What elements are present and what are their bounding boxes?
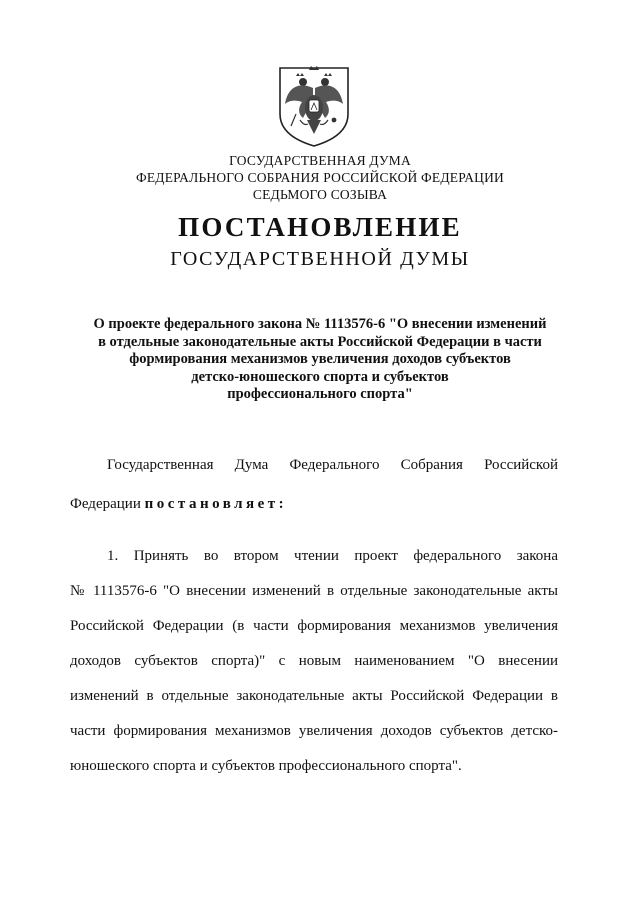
clause-line: изменений в отдельные законодательные акты Российской Федерации в — [70, 688, 558, 704]
preamble-start: Федерации — [70, 496, 141, 512]
subject-line: профессионального спорта" — [227, 386, 413, 402]
chamber-name: ГОСУДАРСТВЕННАЯ ДУМА — [229, 153, 411, 168]
decree-word: постановляет: — [144, 496, 288, 512]
clause-line: № 1113576-6 "О внесении изменений в отдельные законодательные акты — [70, 583, 558, 599]
convocation: СЕДЬМОГО СОЗЫВА — [252, 187, 388, 202]
document-subject — [60, 316, 580, 404]
subject-line: детско-юношеского спорта и субъектов — [191, 368, 449, 385]
clause-line: части формирования механизмов увеличения доходов субъектов детско- — [70, 723, 558, 739]
subject-line: в отдельные законодательные акты Российской Федерации в части — [98, 333, 542, 350]
clause-line: Российской Федерации (в части формирования механизмов увеличения — [70, 618, 558, 634]
subject-line: формирования механизмов увеличения доходов субъектов — [129, 351, 511, 367]
clause-line: юношеского спорта и субъектов профессионального спорта". — [70, 758, 462, 774]
clause-line: доходов субъектов спорта)" с новым наименованием "О внесении — [70, 653, 558, 669]
preamble-line: Государственная Дума Федерального Собрания Российской — [107, 457, 558, 473]
subject-line: О проекте федерального закона № 1113576-6 "О внесении изменений — [93, 316, 547, 332]
parliament-name: ФЕДЕРАЛЬНОГО СОБРАНИЯ РОССИЙСКОЙ ФЕДЕРАЦИИ — [136, 170, 504, 185]
preamble-line — [70, 495, 558, 513]
clause-line: 1. Принять во втором чтении проект федерального закона — [107, 548, 558, 564]
document-subtitle: ГОСУДАРСТВЕННОЙ ДУМЫ — [170, 248, 470, 270]
document-title: ПОСТАНОВЛЕНИЕ — [178, 212, 462, 242]
coat-of-arms-emblem-icon — [276, 64, 352, 148]
